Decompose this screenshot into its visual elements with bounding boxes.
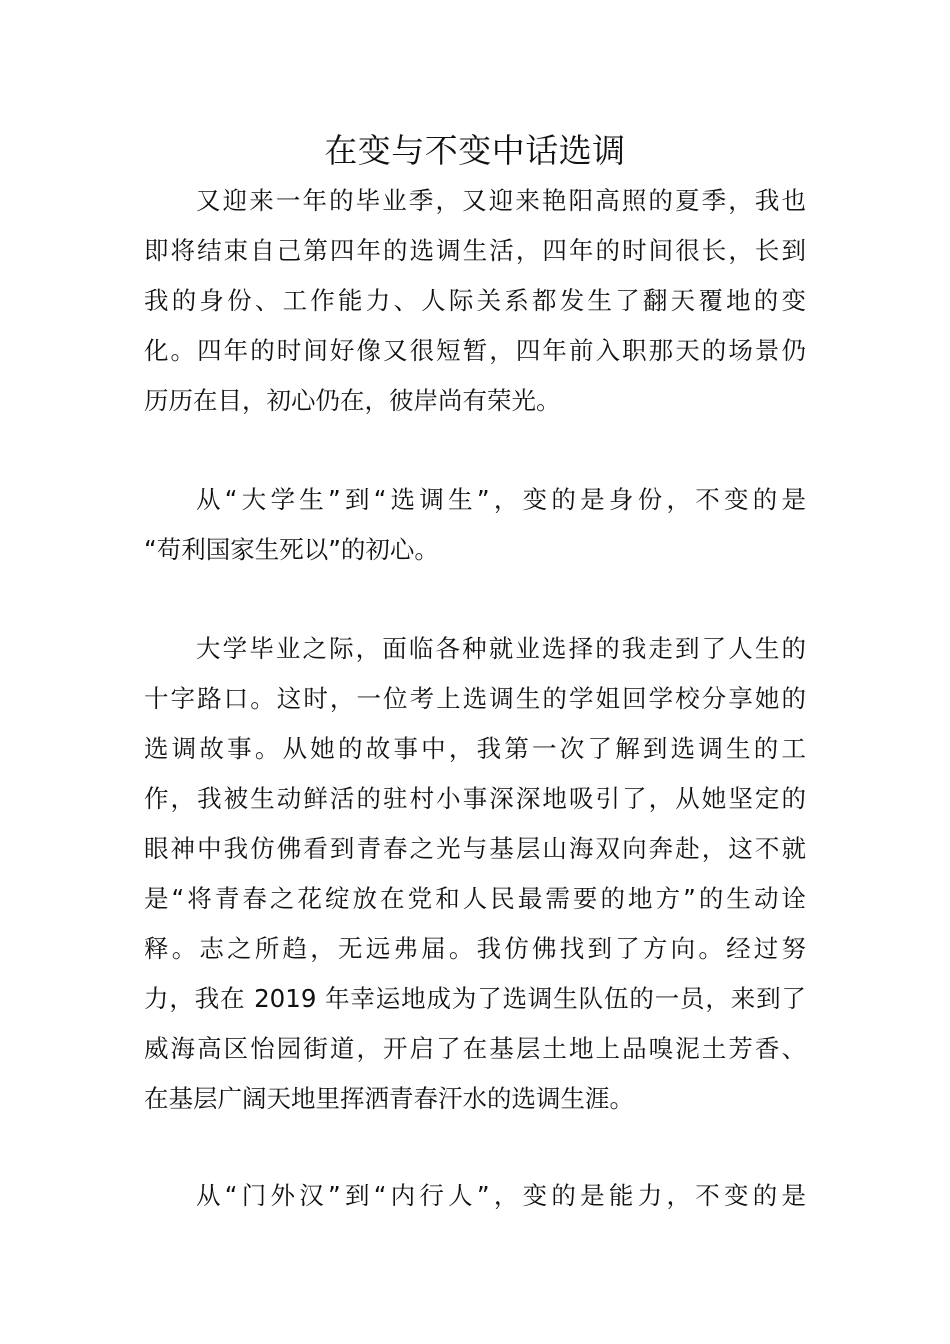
paragraph-story bbox=[144, 624, 806, 1124]
text-line: 威海高区怡园街道，开启了在基层土地上品嗅泥土芳香、 bbox=[144, 1034, 806, 1063]
text-line: 眼神中我仿佛看到青春之光与基层山海双向奔赴，这不就 bbox=[144, 834, 806, 863]
text-line: 历历在目，初心仍在，彼岸尚有荣光。 bbox=[144, 386, 561, 415]
document-title: 在变与不变中话选调 bbox=[324, 131, 626, 170]
text-line: 释。志之所趋，无远弗届。我仿佛找到了方向。经过努 bbox=[144, 934, 806, 963]
text-line: 我的身份、工作能力、人际关系都发生了翻天覆地的变 bbox=[144, 286, 806, 315]
text-line: 大学毕业之际，面临各种就业选择的我走到了人生的 bbox=[196, 634, 806, 663]
text-line: 又迎来一年的毕业季，又迎来艳阳高照的夏季，我也 bbox=[196, 186, 806, 215]
text-line: 从“大学生”到“选调生”，变的是身份，不变的是 bbox=[196, 485, 806, 514]
text-line: “苟利国家生死以”的初心。 bbox=[144, 535, 439, 564]
paragraph-section-heading-1 bbox=[144, 475, 806, 575]
text-line: 十字路口。这时，一位考上选调生的学姐回学校分享她的 bbox=[144, 684, 806, 713]
text-line: 从“门外汉”到“内行人”，变的是能力，不变的是 bbox=[196, 1181, 806, 1210]
text-line: 作，我被生动鲜活的驻村小事深深地吸引了，从她坚定的 bbox=[144, 784, 806, 813]
paragraph-section-heading-2 bbox=[144, 1171, 806, 1221]
paragraph-intro bbox=[144, 176, 806, 426]
text-line: 选调故事。从她的故事中，我第一次了解到选调生的工 bbox=[144, 734, 806, 763]
text-line: 力，我在 2019 年幸运地成为了选调生队伍的一员，来到了 bbox=[144, 984, 806, 1013]
text-line: 是“将青春之花绽放在党和人民最需要的地方”的生动诠 bbox=[144, 884, 806, 913]
text-line: 在基层广阔天地里挥洒青春汗水的选调生涯。 bbox=[144, 1084, 634, 1113]
text-line: 化。四年的时间好像又很短暂，四年前入职那天的场景仍 bbox=[144, 336, 806, 365]
text-line: 即将结束自己第四年的选调生活，四年的时间很长，长到 bbox=[144, 236, 806, 265]
